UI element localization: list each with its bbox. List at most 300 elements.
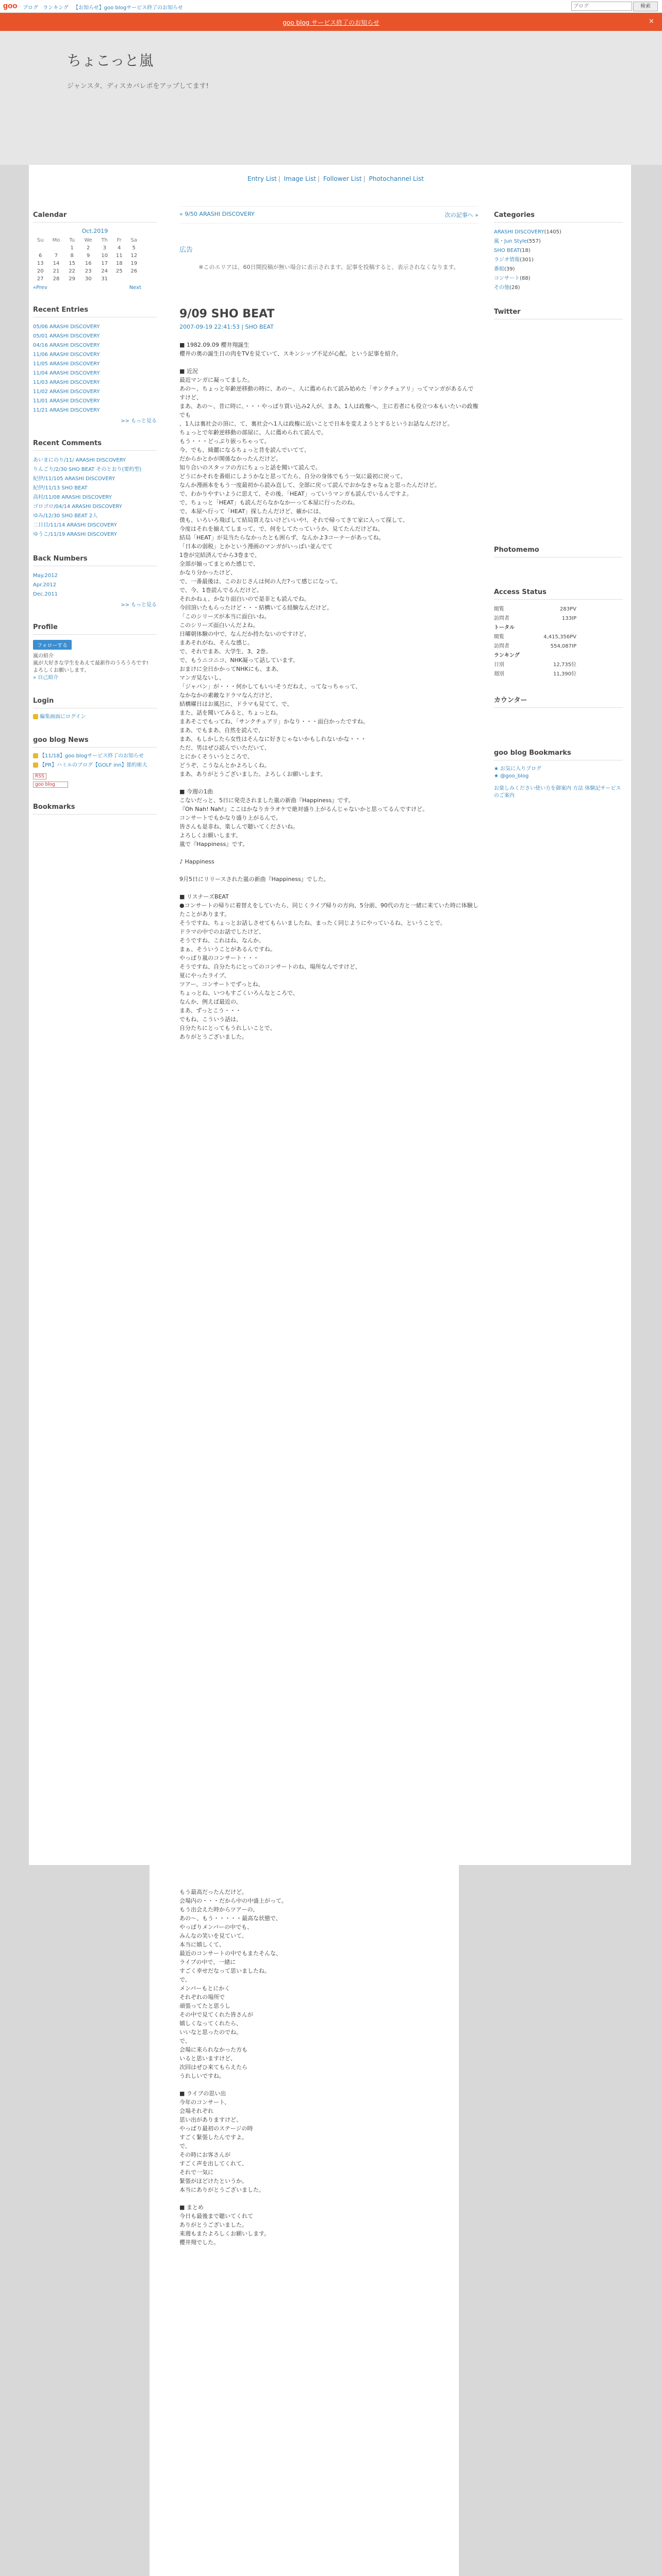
access-row [494,623,623,633]
recent-comments-title: Recent Comments [33,439,157,451]
entry-line: メンバーもとにかく [179,1985,230,1992]
entry-line: で、 [179,2143,191,2149]
entry-line: 『Oh Nah! Nah!』ここはかなりカラオケで絶対盛り上がるんじゃないかと思ってるんですけど。 [179,806,428,812]
access-value: 554,087IP [550,643,576,649]
service-end-notice-bar [0,13,662,31]
back-numbers-list [33,571,157,599]
right-sidebar [494,211,623,815]
entry-line: で、ちょっと「HEAT」も読んだらなかなかーって本屋に行ったのね。 [179,499,358,506]
category-label[interactable]: その他 [494,285,509,291]
entry-line: もう出会えた時からツアーの、 [179,1906,259,1913]
recent-comment-link[interactable]: あいまにのり/11/ ARASHI DISCOVERY [33,457,126,463]
login-title: Login [33,697,157,708]
access-key: 閲覧 [494,634,504,640]
profile-name: 嵐の紹介 [33,653,54,659]
bookmark-item[interactable]: ★ お気に入りブログ [494,766,542,772]
access-row [494,614,576,623]
rss-button[interactable]: RSS [33,773,46,779]
category-count: (18) [520,248,531,253]
twitter-title: Twitter [494,308,623,319]
category-label[interactable]: ARASHI DISCOVERY [494,229,544,235]
entry-line: 最近のコンサートの中でもまたそんな、 [179,1950,282,1957]
calendar-day[interactable]: 24 [101,268,108,274]
calendar-weekday: Su [37,238,44,243]
entry-line: で、本屋へ行って「HEAT」探したんだけど、確かには、 [179,508,325,515]
recent-entry-link[interactable]: 11/02 ARASHI DISCOVERY [33,389,100,395]
profile-note: よろしくお願いします。 [33,668,90,673]
access-row [494,651,623,660]
category-label[interactable]: コンサート [494,276,520,281]
entry-line: やっぱり最初のステージの時 [179,2125,253,2132]
entry-line: でもね、こういう話は、 [179,1016,242,1023]
entry-line: ありがとうございました。 [179,1033,247,1040]
entry-meta[interactable]: 2007-09-19 22:41:53 | SHO BEAT [179,324,274,330]
back-numbers-widget [33,555,157,608]
recent-comment-link[interactable]: 二日目/11/14 ARASHI DISCOVERY [33,522,117,528]
access-widget [494,588,623,679]
goo-bookmarks-widget [494,749,623,800]
entry-line [179,866,478,875]
entry-line: 「日本の弱税」とかという漫画のマンガがいっぱい並んでて [179,543,333,550]
calendar-day [112,275,126,283]
entry-line: で、わかりやすいように思えて、その後、「HEAT」っていうマンガも読んでいるんですよ。 [179,490,412,497]
entry-line: もう最高だったんだけど。 [179,1889,247,1895]
category-count: (28) [509,285,520,291]
entry-line: かなり分かったけど、 [179,569,236,576]
entry-line: で、今、1巻読んでるんだけど。 [179,587,262,594]
bookmark-sub-link[interactable]: お楽しみください使い方を御案内 方法 体験記サービス のご案内 [494,786,621,799]
entry-line: よろしくお願いします。 [179,832,242,839]
recent-comment-link[interactable]: ゴロゴロ/04/14 ARASHI DISCOVERY [33,504,122,510]
recent-entry-link[interactable]: 05/01 ARASHI DISCOVERY [33,333,100,339]
entry-line: 会場内の・・・だから中の中盛上がって。 [179,1897,287,1904]
entry-line: 皆さんも是非ね、楽しんで聴いてくださいね。 [179,823,299,830]
entry-line: なんか漫画本をもう一度最初から読み直して、全部に戻って読んでおかなきゃなぁと思ったんだけど。 [179,482,440,488]
calendar-next-link[interactable]: Next [129,285,141,291]
bookmarks-title: Bookmarks [33,803,157,815]
entry-line: 櫻井翔でした。 [179,2239,219,2246]
calendar-day[interactable]: 29 [69,276,76,282]
category-count: (88) [520,276,531,281]
category-item[interactable] [494,246,623,256]
back-number-link[interactable]: Apr.2012 [33,582,57,588]
entry-line: 全部が揃ってまとめた感じで、 [179,561,259,567]
calendar-widget [33,211,157,291]
entry-line: そうですね、これはね、なんか、 [179,937,264,944]
calendar-day [126,275,141,283]
category-count: (301) [520,257,534,263]
recent-entry-link[interactable]: 11/04 ARASHI DISCOVERY [33,370,100,376]
entry-line: 僕も、いろいろ飛ばして結局買えないけどいいや!、それで帰ってきて家に入って探して、 [179,517,409,523]
profile-widget [33,623,157,682]
profile-edit-link[interactable]: » 自己紹介 [33,675,59,681]
access-key: 日別 [494,662,504,668]
category-item[interactable] [494,265,623,274]
entry-list-link[interactable]: Entry List [247,175,277,182]
calendar-day[interactable]: 9 [87,253,90,259]
calendar-day[interactable]: 19 [130,261,138,266]
calendar-weekday: Th [101,238,108,243]
news-item-label: 【11/18】goo blogサービス終了のお知らせ [40,753,144,759]
goo-search-button[interactable]: 検索 [633,2,658,11]
entry-line: 「ジャパン」が・・・何かしてもいいそうだねえ、ってなっちゃって、 [179,683,361,690]
photochannel-list-link[interactable]: Photochannel List [369,175,424,182]
entry-line: ■ 1982.09.09 櫻井翔誕生 [179,342,250,348]
access-row [494,670,576,679]
entry-line [179,2194,453,2203]
follower-list-link[interactable]: Follower List [323,175,362,182]
goo-nav-notice[interactable]: 【お知らせ】goo blogサービス終了のお知らせ [73,5,183,11]
entry-line [179,884,478,892]
entry-line: 、1人は裏社会の頂に、て、裏社会へ1人は政権に近いことで日本を変えようとするというお話なんだけど。 [179,420,453,427]
bookmarks-widget [33,803,157,815]
prev-entry-link[interactable]: « 9/50 ARASHI DISCOVERY [179,211,255,217]
entry-line: いると思いますけど、 [179,2055,236,2062]
key-icon [33,714,38,719]
main-column [179,206,478,1041]
entry-line: ■ ライブの思い出 [179,2090,226,2097]
entry-line: それかねぇ、かなり面白いので是非とも読んでね。 [179,596,310,602]
left-sidebar [33,211,157,830]
star-icon [33,762,38,768]
inactive-notice: ※このエリアは、60日間投稿が無い場合に表示されます。記事を投稿すると、表示されなくなります。 [198,264,459,270]
goo-nav-blog[interactable]: ブログ [23,5,38,11]
entry-line: みんなの笑いを見ていて、 [179,1933,247,1939]
calendar-day[interactable]: 28 [53,276,60,282]
calendar-day[interactable]: 15 [69,261,76,266]
entry-line [179,849,478,857]
entry-line: 嬉しくなってくれたら、 [179,2020,242,2027]
entry-line: で、一番最後は、このおじさんは何の人だ?って感じになって。 [179,578,341,585]
calendar-day[interactable]: 17 [101,261,108,266]
entry-line: それで一気に [179,2169,213,2176]
content-wrap [29,165,631,1865]
entry-line: 知り合いのスタッフの方にちょっと話を聞いて読んで。 [179,464,321,471]
entry-line: 会場それぞれ [179,2108,213,2114]
calendar-day[interactable]: 2 [87,245,90,251]
entry-line: すごく声を出してくれて、 [179,2160,247,2167]
calendar-week [33,260,141,267]
entry-body [179,341,478,1041]
goo-top-bar [0,0,662,13]
entry-line: 自分たちにとってもうれしいことで、 [179,1025,276,1031]
goo-blog-badge[interactable]: goo blog [33,782,68,788]
calendar-day[interactable]: 14 [53,261,60,266]
entry-line: それぞれの場所で [179,1994,225,2001]
access-key: 閲覧 [494,606,504,612]
access-row [494,605,576,614]
category-item[interactable] [494,274,623,283]
entry-line: やっぱりメンバーの中でも、 [179,1924,253,1930]
calendar-weekday: Fr [117,238,122,243]
entry-line: どうにかそれを番組にしようかなと思ってたら、自分の身体でもう一気に最初に戻って、 [179,473,406,480]
entry-line: 本当に嬉しくて、 [179,1941,225,1948]
calendar-day[interactable]: 21 [53,268,60,274]
close-icon[interactable]: × [649,18,654,25]
ad-label: 広告 [179,246,193,254]
access-key: トータル [494,625,515,631]
calendar-weekday: Mo [52,238,60,243]
entry-line: 今回頂いたもらったけど・・・結構いてる経験なんだけど。 [179,604,333,611]
entry-line: 1巻が完結済んでから3巻まで、 [179,552,260,558]
calendar-day[interactable]: 1 [70,245,74,251]
entry-line: 「このシリーズが本当に面白いね。 [179,613,270,620]
image-list-link[interactable]: Image List [284,175,316,182]
category-label[interactable]: 番組 [494,266,504,272]
entry-line: あの〜、もう・・・・・最高な状態で、 [179,1915,282,1922]
category-label[interactable]: ラジオ情報 [494,257,520,263]
entry-line: こないだっと、5日に発売されました嵐の新曲『Happiness』です。 [179,797,354,804]
photomemo-title: Photomemo [494,546,623,557]
recent-comment-link[interactable]: ゆみ/12/30 SHO BEAT 2人 [33,513,98,519]
entry-line: ■ 近況 [179,368,198,375]
entry-line [179,2080,453,2089]
entry-line: あの〜、ちょっと年齢逆移動の時に、あの〜、人に薦められて読み始めた「サンクチュアリ」ってマンガがあるんですけど、 [179,385,474,401]
calendar-day[interactable]: 20 [37,268,44,274]
entry-line: どうぞ、こうなんとかよろしくね。 [179,762,270,769]
entry-line: 本当にありがとうございました。 [179,2187,264,2193]
entry-line: おまけに全日かかってNHKにも、まあ、 [179,666,283,672]
calendar-day[interactable]: 13 [37,261,44,266]
counter-widget [494,694,623,708]
entry-line: ただ、男はぜひ読んでいただいて、 [179,744,270,751]
entry-line: だからかとかが関係なかったんだけど。 [179,455,282,462]
calendar-day[interactable]: 26 [130,268,138,274]
entry-line: 頑張ってたと思うし [179,2003,230,2009]
entry-line: コンサートでもかなり盛り上がるんで。 [179,815,282,821]
goo-nav-ranking[interactable]: ランキング [43,5,69,11]
recent-comment-link[interactable]: りんごり/2/30 SHO BEAT そのとおり(要約型) [33,467,142,472]
recent-entries-widget [33,306,157,424]
profile-bio: 嵐が大好きな学生をあえて最新作のうろうろです! [33,660,148,666]
calendar-week [33,267,141,275]
login-link-label: 編集画面にログイン [40,714,86,720]
back-numbers-more-link[interactable]: >> もっと見る [121,602,157,608]
entry-body-continued [179,1888,453,2247]
entry-line: まあ、もしかしたら女性はそんなに好きじゃないかもしれないかな・・・ [179,736,367,742]
entry-line: やっぱり嵐のコンサート・・・ [179,955,259,961]
entry-navigation [179,206,478,224]
category-item[interactable] [494,283,623,293]
calendar-weekday: We [84,238,92,243]
access-key: 週別 [494,671,504,677]
entry-line: ドラマの中でのお話でしたけど、 [179,928,264,935]
entry-line: ■ まとめ [179,2204,204,2211]
goo-search-input[interactable] [571,2,632,11]
entry-line: 来週もまたよろしくお願いします。 [179,2230,270,2237]
recent-comment-link[interactable]: 高村/11/08 ARASHI DISCOVERY [33,495,112,500]
access-list [494,605,623,679]
blog-title[interactable]: ちょこっと嵐 [67,52,154,69]
categories-title: Categories [494,211,623,223]
entry-line: まあ、でもまあ、自然を読んで、 [179,727,264,734]
calendar-day[interactable]: 25 [115,268,123,274]
list-navigation: Entry List | Image List | Follower List | Photochannel List [247,175,424,182]
entry-line: まあ、ずっとこう・・・ [179,1007,241,1014]
news-item[interactable] [33,753,157,760]
entry-line: ライブの中で、一緒に [179,1959,236,1965]
recent-comment-link[interactable]: 紀伊/11/105 ARASHI DISCOVERY [33,476,115,482]
entry-line: とにかくそういうところで、 [179,753,253,760]
calendar-month[interactable]: Oct.2019 [81,228,108,234]
entry-line: ♪ Happiness [179,858,214,865]
entry-line: その中で見てくれた皆さんが [179,2011,253,2018]
entry-line [179,358,478,367]
calendar-day[interactable]: 12 [130,253,138,259]
twitter-widget [494,308,623,319]
calendar-prev-link[interactable]: «Prev [33,285,47,291]
categories-widget [494,211,623,293]
calendar-day[interactable]: 31 [101,276,108,282]
entry-line: 結局「HEAT」が見当たらなかったとも困らず、なんかよ3コーナーがあってね。 [179,534,385,541]
entry-line: 緊張がほどけたというか。 [179,2178,247,2184]
entry-line: 日曜朝体験の中で、なんだか持たないのですけど、 [179,631,310,637]
entry-line: 会場に来られなかった方も [179,2046,247,2053]
entry-line: ありがとうございました。 [179,2222,247,2228]
access-row [494,642,576,651]
login-link[interactable] [33,714,157,721]
entry-line: また、話を聞いてみると、ちょっとね。 [179,709,282,716]
calendar-day[interactable]: 8 [70,253,74,259]
entry-line: もう・・・どっぷり嵌っちゃって。 [179,438,270,445]
entry-continuation [150,1865,459,2576]
access-value: 12,735位 [553,662,576,668]
recent-comment-link[interactable]: 紀伊/11/13 SHO BEAT [33,485,88,491]
access-value: 133IP [561,616,576,621]
access-key: 訪問者 [494,643,509,649]
calendar-title: Calendar [33,211,157,223]
category-label[interactable]: SHO BEAT [494,248,520,253]
entry-line: で、 [179,1976,191,1983]
calendar-weekday: Tu [69,238,75,243]
goo-logo[interactable]: goo [3,2,18,10]
entry-line: その時にお客さんが [179,2151,230,2158]
category-item[interactable] [494,228,623,237]
back-number-link[interactable]: May.2012 [33,573,58,579]
goo-news-title: goo blog News [33,736,157,748]
category-item[interactable] [494,256,623,265]
entry-line: ちょっとね、いつもすごくいろんなところで、 [179,990,299,996]
back-number-link[interactable]: Dec.2011 [33,591,58,597]
entry-line: 櫻井の奥の誕生日の肉をTVを見ていて、スキンシップ不足が心配。という記事を紹介。 [179,350,402,357]
calendar-day[interactable]: 18 [115,261,123,266]
back-numbers-title: Back Numbers [33,555,157,566]
entry-line: 今、でも、綺麗になるちょっと昔を読んでいてて、 [179,447,310,453]
calendar-day[interactable]: 30 [85,276,92,282]
entry-line: 結構曜日はお風呂に、ドラマも見てて、で、 [179,701,293,707]
recent-entry-link[interactable]: 11/05 ARASHI DISCOVERY [33,361,100,367]
recent-comments-list [33,456,157,539]
calendar-day[interactable]: 23 [85,268,92,274]
news-item-label: 【PR】ハミルのブログ【GOLF inn】節約術大 [40,762,147,768]
recent-entries-title: Recent Entries [33,306,157,317]
recent-entry-link[interactable]: 11/06 ARASHI DISCOVERY [33,352,100,358]
entry-line: 最近マンガに凝ってました。 [179,377,253,383]
news-item[interactable] [33,762,157,769]
calendar-day[interactable]: 16 [85,261,92,266]
entry-line: まあそこでもってね、「サンクチュアリ」かなり・・・面白かったですね。 [179,718,369,725]
entry-line: なかなかの素敵なドラマなんだけど、 [179,692,276,699]
recent-comment-link[interactable]: ゆうこ/11/19 ARASHI DISCOVERY [33,532,117,537]
calendar-week [33,275,141,283]
calendar-day[interactable]: 27 [37,276,44,282]
calendar-day[interactable]: 7 [54,253,58,259]
service-end-notice-link[interactable]: goo blog サービス終了のお知らせ [283,19,379,26]
category-item[interactable] [494,237,623,246]
entry-line: で、それでまあ、大学生、3、2巻。 [179,648,272,655]
goo-news-widget [33,736,157,788]
recent-comments-widget [33,439,157,539]
bookmark-item[interactable]: ★ @goo_blog [494,773,529,779]
calendar-day[interactable]: 11 [115,253,123,259]
entry-line: ■ リスナーズBEAT [179,893,229,900]
blog-description: ジャンスタ、ディスカバレポをアップしてます! [67,82,209,90]
calendar-day[interactable]: 3 [103,245,106,251]
entry-line: 9月5日にリリースされた嵐の新曲『Happiness』でした。 [179,876,329,883]
calendar-day [33,244,47,252]
calendar-day[interactable]: 10 [101,253,108,259]
access-row [494,633,576,642]
recent-entry-link[interactable]: 11/01 ARASHI DISCOVERY [33,398,100,404]
entry-line: そうですね、自分たちにとってのコンサートのね、場所なんですけど、 [179,963,361,970]
entry-line: ■ 今週の1曲 [179,788,213,795]
category-label[interactable]: 嵐・Jun Style [494,239,527,244]
entry-line: ●コンサートの帰りに着替えをしていたら、同じくライブ帰りの方向、5分前、90代の方と一緒に来ていた時に体験したことがあります。 [179,902,478,918]
calendar-day[interactable]: 6 [39,253,42,259]
entry-line: すごく緊張したんですよ。 [179,2134,247,2141]
recent-more-link[interactable]: >> もっと見る [121,418,157,424]
entry-line: 今度はそれを揃えてしまって、で、何をしてたっていうか、見てたんだけどね。 [179,526,384,532]
entry-line: そうですね、ちょっとお話しさせてもらいましたね、まったく同じようにやっているね、ということで。 [179,920,446,926]
access-row [494,660,576,670]
calendar-weekday: Sa [130,238,137,243]
entry-line: ちょっとで年齢逆移動の部屋に、人に薦められて読んで。 [179,429,327,436]
entry-line: まあ、ありがとうございました、よろしくお願いします。 [179,771,326,777]
calendar-day[interactable]: 22 [69,268,76,274]
entry-title[interactable]: 9/09 SHO BEAT [179,308,275,320]
star-icon [33,753,38,758]
entry-line: なんか、例えば最近の、 [179,998,242,1005]
entry-line [179,778,478,787]
access-key: ランキング [494,653,520,658]
entry-line: まあ、あの〜、昔に時に、・・・やっぱり買い込み2人が、まあ、1人は政権へ、主に若者にも役立つ本もいたいの政権でも [179,403,478,418]
profile-title: Profile [33,623,157,635]
recent-entry-link[interactable]: 11/03 ARASHI DISCOVERY [33,380,100,385]
recent-entry-link[interactable]: 11/21 ARASHI DISCOVERY [33,408,100,413]
entry-line: まあそれがね、そんな感じ。 [179,639,253,646]
counter-title: カウンター [494,694,623,708]
next-entry-link[interactable]: 次の記事へ » [444,212,478,218]
category-count: (557) [526,239,541,244]
recent-entry-link[interactable]: 04/16 ARASHI DISCOVERY [33,343,100,348]
recent-entry-link[interactable]: 05/06 ARASHI DISCOVERY [33,324,100,330]
recent-entries-list [33,323,157,415]
entry-line: すごく幸せだなって思いましたね。 [179,1968,270,1974]
access-value: 283PV [560,606,576,612]
entry-line: まぁ、そういうことがあるんですね。 [179,946,276,953]
access-value: 4,415,356PV [543,634,576,640]
calendar-day[interactable]: 4 [118,245,121,251]
entry-line: 夏にやったライブ、 [179,972,230,979]
entry-line: 次回はぜひ来てもらえたら [179,2064,247,2071]
calendar-day[interactable]: 5 [132,245,136,251]
calendar-week [33,244,141,252]
entry-line: で、 [179,2038,191,2044]
follow-button[interactable]: フォローする [33,640,72,650]
entry-line: 今年のコンサート、 [179,2099,230,2106]
entry-line: このシリーズ面白いんだよね。 [179,622,259,629]
calendar-week [33,252,141,260]
